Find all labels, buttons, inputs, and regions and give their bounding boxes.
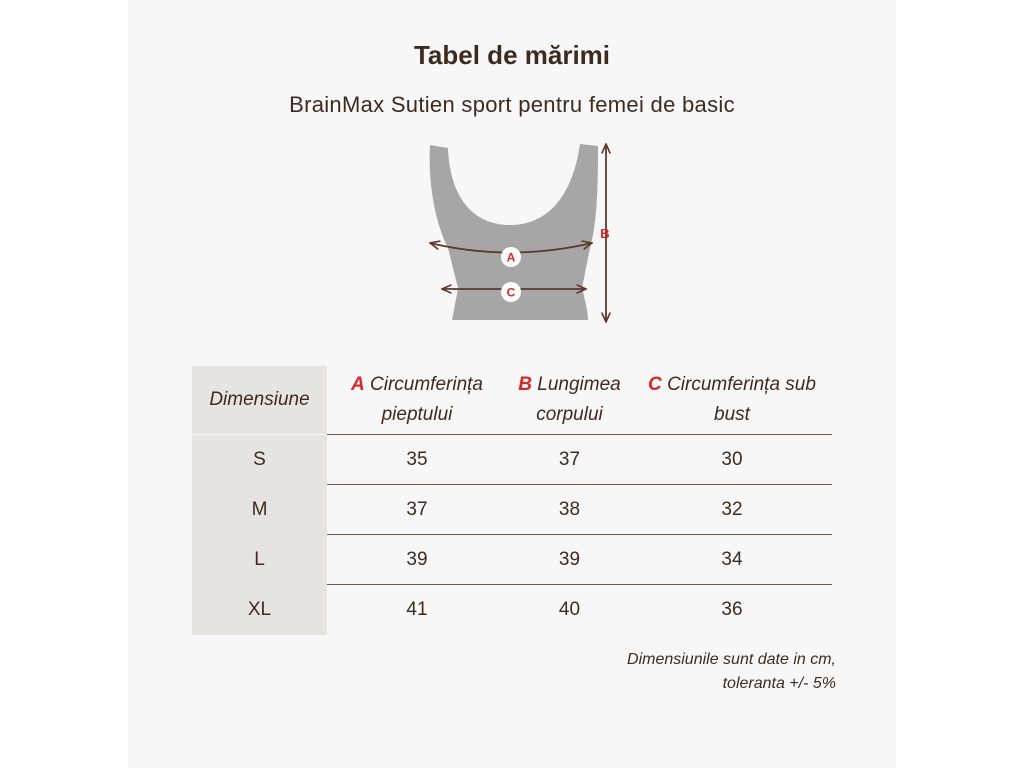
page-title: Tabel de mărimi	[413, 40, 611, 70]
page-subtitle: BrainMax Sutien sport pentru femei de basic	[289, 92, 735, 117]
table-cell-b: 37	[558, 449, 581, 470]
header-letter-a: A	[351, 374, 365, 395]
marker-a-label: A	[506, 250, 516, 265]
note-line-1: Dimensiunile sunt date in cm,	[627, 651, 836, 668]
table-row-size: XL	[192, 585, 327, 635]
table-cell-b: 40	[558, 599, 581, 620]
header-body-length	[502, 366, 637, 434]
table-cell-c: 32	[721, 499, 743, 520]
table-cell-a: 37	[406, 499, 428, 520]
table-cell-c: 36	[721, 599, 743, 620]
table-row-size: L	[192, 535, 327, 585]
table-cell-b: 39	[558, 549, 581, 570]
marker-c-label: C	[506, 285, 516, 300]
measurement-note	[627, 648, 836, 696]
garment-diagram	[420, 140, 620, 335]
table-cell-a: 35	[406, 449, 428, 470]
marker-b-label: B	[600, 226, 610, 241]
table-cell-c: 34	[721, 549, 743, 570]
table-cell-b: 38	[558, 499, 581, 520]
table-cell-a: 39	[406, 549, 428, 570]
table-row-size: S	[192, 435, 327, 485]
header-label: Circumferința pieptului	[370, 374, 483, 425]
table-cell-c: 30	[721, 449, 743, 470]
header-underbust-circumference	[634, 366, 830, 434]
header-label: Lungimea corpului	[536, 374, 621, 425]
note-line-2: toleranta +/- 5%	[722, 675, 836, 692]
header-letter-c: C	[648, 374, 662, 395]
header-dimensiune	[192, 366, 327, 434]
header-label: Circumferința sub bust	[667, 374, 816, 425]
header-letter-b: B	[518, 374, 532, 395]
table-row-size: M	[192, 485, 327, 535]
header-chest-circumference	[332, 366, 502, 434]
header-label: Dimensiune	[209, 389, 310, 410]
table-cell-a: 41	[406, 599, 428, 620]
